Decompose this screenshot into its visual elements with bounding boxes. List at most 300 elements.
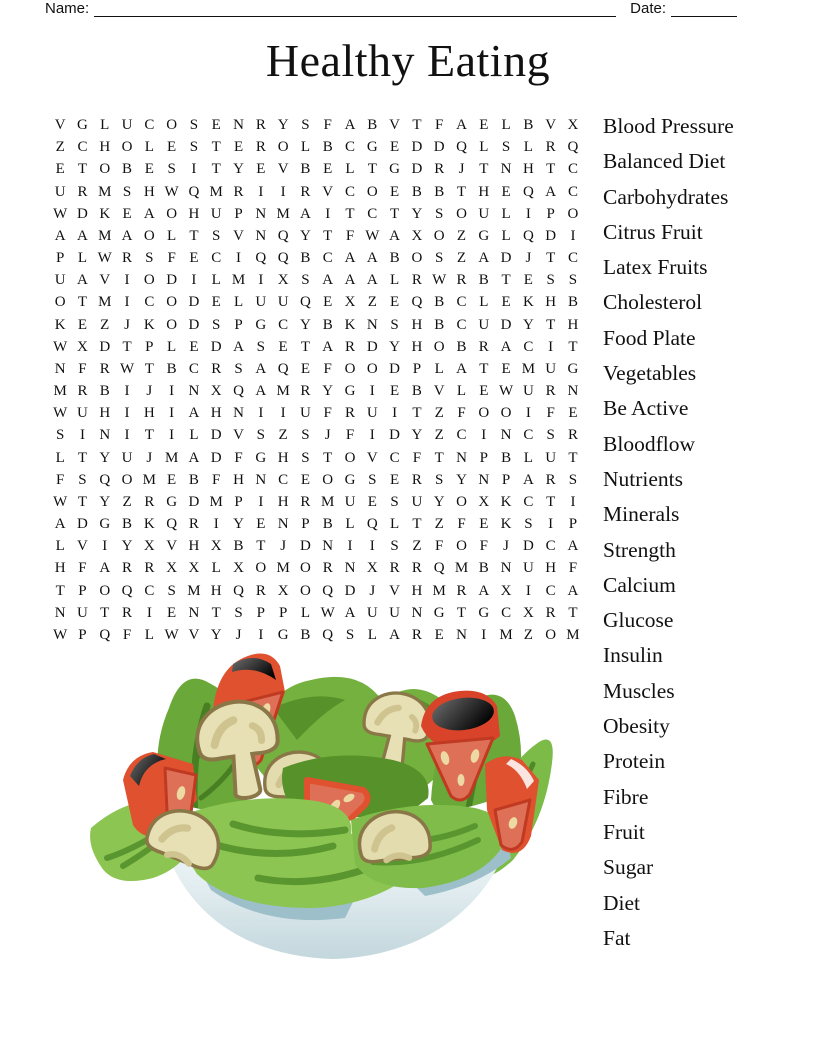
grid-letter: T xyxy=(189,227,199,244)
grid-letter: F xyxy=(345,427,355,444)
grid-letter: C xyxy=(144,582,155,599)
grid-letter: R xyxy=(122,560,133,577)
word-list-item: Carbohydrates xyxy=(603,184,729,209)
grid-letter: T xyxy=(501,272,511,289)
grid-letter: B xyxy=(99,383,110,400)
grid-row xyxy=(49,580,584,602)
grid-letter: V xyxy=(366,449,378,466)
grid-row xyxy=(49,114,584,136)
grid-letter: B xyxy=(567,294,578,311)
grid-row xyxy=(49,380,584,402)
grid-letter: E xyxy=(501,294,511,311)
grid-letter: M xyxy=(164,449,179,466)
grid-letter: A xyxy=(389,626,401,643)
grid-letter: I xyxy=(548,516,554,533)
grid-letter: B xyxy=(322,139,333,156)
grid-letter: I xyxy=(325,205,331,222)
grid-letter: H xyxy=(411,316,423,333)
grid-letter: R xyxy=(255,117,266,133)
grid-letter: I xyxy=(79,427,85,444)
grid-letter: E xyxy=(300,360,310,377)
grid-row xyxy=(49,469,584,491)
grid-letter: N xyxy=(456,449,467,466)
grid-letter: Y xyxy=(522,316,534,333)
grid-letter: X xyxy=(210,538,222,555)
grid-letter: I xyxy=(124,405,130,422)
grid-letter: T xyxy=(568,338,578,355)
grid-letter: A xyxy=(77,272,88,289)
grid-letter: R xyxy=(233,183,244,200)
grid-letter: C xyxy=(523,493,534,510)
grid-letter: R xyxy=(567,427,578,444)
grid-letter: S xyxy=(390,538,399,555)
grid-letter: A xyxy=(99,560,111,577)
grid-letter: F xyxy=(55,471,65,488)
grid-letter: X xyxy=(210,383,222,400)
grid-letter: V xyxy=(188,626,200,643)
grid-letter: B xyxy=(523,117,534,133)
grid-letter: W xyxy=(97,250,112,267)
grid-letter: B xyxy=(188,471,199,488)
grid-letter: T xyxy=(77,493,88,510)
grid-row xyxy=(49,158,584,180)
grid-letter: P xyxy=(234,205,243,222)
grid-letter: E xyxy=(501,360,511,377)
grid-letter: R xyxy=(411,471,422,488)
grid-letter: J xyxy=(324,427,331,444)
grid-letter: T xyxy=(77,294,88,311)
grid-letter: N xyxy=(233,117,244,133)
grid-letter: O xyxy=(456,205,467,222)
grid-letter: C xyxy=(188,360,199,377)
grid-letter: K xyxy=(500,516,512,533)
grid-letter: X xyxy=(143,538,155,555)
grid-letter: I xyxy=(169,405,175,422)
grid-letter: T xyxy=(412,405,422,422)
grid-letter: B xyxy=(434,294,445,311)
grid-letter: O xyxy=(344,449,356,466)
grid-letter: N xyxy=(255,471,267,488)
grid-letter: I xyxy=(481,427,487,444)
grid-letter: N xyxy=(500,560,512,577)
grid-letter: X xyxy=(166,560,178,577)
grid-letter: E xyxy=(278,338,288,355)
grid-letter: Q xyxy=(366,516,378,533)
grid-letter: S xyxy=(189,139,199,156)
grid-letter: M xyxy=(276,383,290,400)
grid-letter: U xyxy=(478,316,490,333)
grid-row xyxy=(49,247,584,269)
grid-letter: R xyxy=(255,139,266,156)
grid-letter: B xyxy=(367,117,378,133)
grid-letter: F xyxy=(479,538,488,555)
grid-letter: P xyxy=(501,471,511,488)
grid-letter: I xyxy=(169,427,175,444)
grid-letter: N xyxy=(456,626,467,643)
grid-letter: R xyxy=(122,250,133,267)
grid-letter: Q xyxy=(522,227,534,244)
grid-letter: F xyxy=(457,516,466,533)
grid-letter: T xyxy=(390,205,400,222)
grid-letter: Q xyxy=(255,250,267,267)
grid-letter: T xyxy=(479,161,489,178)
grid-letter: A xyxy=(77,227,88,244)
word-list-item: Fibre xyxy=(603,784,649,809)
grid-letter: G xyxy=(277,626,289,643)
grid-letter: C xyxy=(322,250,333,267)
grid-letter: T xyxy=(144,360,154,377)
grid-letter: F xyxy=(457,405,466,422)
grid-letter: E xyxy=(390,183,400,200)
grid-letter: O xyxy=(433,227,445,244)
grid-letter: Z xyxy=(434,427,444,444)
grid-letter: E xyxy=(390,139,400,156)
grid-letter: T xyxy=(546,250,556,267)
grid-letter: U xyxy=(255,294,267,311)
grid-letter: M xyxy=(53,383,67,400)
word-list-item: Fruit xyxy=(603,819,645,844)
word-list-item: Blood Pressure xyxy=(603,114,734,138)
grid-letter: S xyxy=(390,493,399,510)
grid-letter: N xyxy=(188,383,200,400)
grid-letter: D xyxy=(500,250,512,267)
grid-letter: T xyxy=(211,139,221,156)
grid-letter: X xyxy=(522,604,534,621)
grid-letter: C xyxy=(567,250,578,267)
grid-letter: H xyxy=(545,294,557,311)
grid-letter: N xyxy=(500,427,512,444)
grid-letter: E xyxy=(300,471,310,488)
grid-letter: A xyxy=(54,227,66,244)
grid-letter: M xyxy=(98,183,112,200)
grid-letter: W xyxy=(365,227,380,244)
word-search-grid xyxy=(49,114,584,646)
word-list-item: Citrus Fruit xyxy=(603,219,703,244)
grid-letter: I xyxy=(213,516,219,533)
grid-letter: I xyxy=(369,383,375,400)
grid-letter: C xyxy=(389,449,400,466)
grid-letter: R xyxy=(545,471,556,488)
grid-letter: W xyxy=(499,383,514,400)
grid-letter: P xyxy=(78,626,87,643)
grid-letter: X xyxy=(478,493,490,510)
grid-letter: L xyxy=(434,360,444,377)
grid-letter: R xyxy=(478,338,489,355)
grid-letter: I xyxy=(280,405,286,422)
grid-letter: R xyxy=(545,604,556,621)
word-list-item: Nutrients xyxy=(603,466,684,491)
grid-letter: O xyxy=(54,294,66,311)
grid-letter: E xyxy=(77,316,88,333)
grid-letter: A xyxy=(54,516,66,533)
grid-letter: C xyxy=(278,471,289,488)
grid-letter: L xyxy=(233,294,244,311)
grid-letter: L xyxy=(523,139,533,156)
date-label: Date: xyxy=(630,0,666,17)
grid-letter: L xyxy=(144,139,154,156)
grid-letter: F xyxy=(412,449,422,466)
grid-letter: B xyxy=(166,360,177,377)
grid-letter: Q xyxy=(277,227,289,244)
grid-row xyxy=(49,557,584,579)
grid-letter: T xyxy=(546,316,556,333)
grid-letter: S xyxy=(78,471,87,488)
grid-letter: E xyxy=(390,471,400,488)
grid-letter: A xyxy=(389,227,401,244)
grid-letter: A xyxy=(567,582,579,599)
grid-letter: T xyxy=(546,161,556,178)
grid-letter: M xyxy=(142,471,156,488)
grid-letter: H xyxy=(210,405,222,422)
grid-letter: D xyxy=(210,427,222,444)
grid-letter: S xyxy=(390,316,399,333)
grid-letter: V xyxy=(54,117,66,133)
grid-letter: I xyxy=(570,227,576,244)
grid-letter: E xyxy=(55,161,65,178)
grid-letter: L xyxy=(501,227,511,244)
grid-letter: X xyxy=(188,560,200,577)
grid-row xyxy=(49,402,584,424)
grid-letter: L xyxy=(523,449,533,466)
grid-letter: Z xyxy=(100,316,110,333)
grid-letter: W xyxy=(53,338,68,355)
grid-letter: N xyxy=(233,405,244,422)
grid-letter: O xyxy=(99,161,111,178)
grid-letter: I xyxy=(124,427,130,444)
grid-letter: L xyxy=(100,117,110,133)
grid-letter: Q xyxy=(456,139,467,156)
grid-letter: T xyxy=(568,604,578,621)
grid-letter: O xyxy=(299,560,311,577)
grid-letter: G xyxy=(255,449,267,466)
grid-letter: Q xyxy=(233,383,244,400)
grid-letter: V xyxy=(233,427,244,444)
grid-letter: N xyxy=(478,471,490,488)
grid-row xyxy=(49,203,584,225)
grid-letter: A xyxy=(143,205,155,222)
grid-letter: N xyxy=(411,604,423,621)
grid-letter: R xyxy=(411,560,422,577)
grid-letter: G xyxy=(389,161,401,178)
grid-letter: D xyxy=(411,139,423,156)
grid-letter: E xyxy=(189,250,199,267)
grid-letter: T xyxy=(77,449,88,466)
grid-letter: W xyxy=(164,626,179,643)
grid-letter: D xyxy=(411,161,423,178)
grid-letter: L xyxy=(501,205,511,222)
grid-letter: H xyxy=(54,560,66,577)
grid-row xyxy=(49,491,584,513)
grid-letter: S xyxy=(301,449,310,466)
grid-letter: E xyxy=(434,626,444,643)
grid-letter: Q xyxy=(277,250,289,267)
grid-letter: S xyxy=(435,250,444,267)
grid-letter: I xyxy=(124,294,130,311)
word-list-item: Muscles xyxy=(603,678,675,703)
grid-row xyxy=(49,358,584,380)
grid-letter: A xyxy=(344,604,356,621)
word-list xyxy=(603,109,734,956)
grid-letter: U xyxy=(299,405,311,422)
grid-letter: D xyxy=(299,538,311,555)
grid-letter: L xyxy=(390,272,400,289)
grid-letter: T xyxy=(323,227,333,244)
grid-letter: S xyxy=(234,360,243,377)
grid-letter: I xyxy=(525,405,531,422)
grid-row xyxy=(49,447,584,469)
grid-letter: H xyxy=(567,316,579,333)
grid-letter: Q xyxy=(166,516,178,533)
grid-letter: B xyxy=(411,383,422,400)
grid-letter: I xyxy=(347,538,353,555)
grid-letter: D xyxy=(210,338,222,355)
word-list-item: Protein xyxy=(603,749,666,774)
grid-letter: U xyxy=(54,272,66,289)
grid-letter: K xyxy=(500,493,512,510)
word-list-item: Bloodflow xyxy=(603,431,695,456)
grid-letter: D xyxy=(188,316,200,333)
grid-letter: J xyxy=(146,449,153,466)
grid-letter: B xyxy=(434,316,445,333)
grid-letter: Y xyxy=(389,338,401,355)
grid-letter: R xyxy=(545,139,556,156)
grid-letter: C xyxy=(77,139,88,156)
grid-letter: I xyxy=(548,338,554,355)
grid-letter: E xyxy=(189,338,199,355)
grid-letter: Y xyxy=(99,493,111,510)
grid-letter: R xyxy=(545,383,556,400)
grid-letter: Q xyxy=(233,582,244,599)
word-list-item: Obesity xyxy=(603,714,670,739)
grid-letter: R xyxy=(389,560,400,577)
grid-letter: B xyxy=(300,161,311,178)
grid-letter: M xyxy=(566,626,580,643)
grid-letter: Y xyxy=(299,316,311,333)
grid-letter: H xyxy=(233,471,244,488)
grid-row xyxy=(49,314,584,336)
grid-letter: V xyxy=(433,383,445,400)
grid-letter: I xyxy=(525,582,531,599)
grid-letter: G xyxy=(433,604,445,621)
grid-letter: G xyxy=(366,139,378,156)
grid-row xyxy=(49,181,584,203)
grid-letter: L xyxy=(479,294,489,311)
grid-letter: P xyxy=(301,516,310,533)
grid-letter: S xyxy=(212,227,221,244)
grid-letter: E xyxy=(479,516,489,533)
grid-letter: G xyxy=(344,383,356,400)
grid-letter: A xyxy=(344,272,356,289)
grid-letter: B xyxy=(456,338,467,355)
grid-letter: C xyxy=(567,183,578,200)
grid-letter: A xyxy=(233,338,244,355)
grid-letter: A xyxy=(121,227,133,244)
grid-letter: X xyxy=(500,582,512,599)
grid-letter: N xyxy=(366,316,378,333)
grid-letter: N xyxy=(54,604,66,621)
grid-letter: S xyxy=(568,471,578,488)
grid-letter: I xyxy=(124,383,130,400)
grid-letter: F xyxy=(568,560,578,577)
grid-letter: D xyxy=(166,272,178,289)
grid-letter: C xyxy=(545,538,556,555)
grid-letter: O xyxy=(99,582,111,599)
grid-letter: Q xyxy=(411,294,423,311)
word-list-item: Glucose xyxy=(603,608,674,633)
grid-letter: V xyxy=(233,227,244,244)
grid-letter: E xyxy=(523,272,533,289)
grid-letter: O xyxy=(567,205,579,222)
grid-letter: I xyxy=(392,405,398,422)
grid-letter: Y xyxy=(121,538,133,555)
word-list-item: Minerals xyxy=(603,502,680,527)
grid-letter: I xyxy=(258,493,264,510)
grid-letter: W xyxy=(53,493,68,510)
grid-letter: N xyxy=(500,161,512,178)
grid-letter: B xyxy=(434,183,445,200)
grid-letter: E xyxy=(479,383,489,400)
grid-letter: G xyxy=(344,471,356,488)
grid-letter: M xyxy=(209,493,223,510)
grid-letter: R xyxy=(411,272,422,289)
grid-letter: I xyxy=(169,383,175,400)
grid-letter: T xyxy=(77,161,88,178)
grid-letter: U xyxy=(121,449,133,466)
grid-letter: S xyxy=(435,471,444,488)
grid-letter: L xyxy=(189,427,199,444)
grid-letter: R xyxy=(144,493,155,510)
grid-letter: C xyxy=(345,139,356,156)
grid-letter: I xyxy=(258,272,264,289)
grid-letter: D xyxy=(522,538,534,555)
grid-letter: A xyxy=(322,272,334,289)
grid-letter: T xyxy=(456,604,467,621)
grid-letter: D xyxy=(77,205,88,222)
grid-letter: I xyxy=(258,626,264,643)
grid-letter: R xyxy=(255,582,266,599)
grid-letter: Z xyxy=(55,139,65,156)
grid-letter: A xyxy=(456,360,467,377)
grid-letter: W xyxy=(53,626,68,643)
grid-letter: I xyxy=(191,272,197,289)
grid-letter: L xyxy=(456,383,467,400)
grid-letter: A xyxy=(188,405,200,422)
grid-letter: B xyxy=(300,250,311,267)
grid-letter: S xyxy=(501,139,511,156)
grid-letter: L xyxy=(167,338,177,355)
grid-row xyxy=(49,624,584,646)
grid-letter: I xyxy=(236,250,242,267)
grid-letter: T xyxy=(122,338,132,355)
grid-letter: Y xyxy=(411,427,423,444)
grid-letter: C xyxy=(523,427,534,444)
grid-letter: T xyxy=(434,449,444,466)
grid-letter: O xyxy=(545,626,557,643)
grid-letter: T xyxy=(256,538,266,555)
grid-letter: I xyxy=(258,405,264,422)
grid-letter: C xyxy=(456,427,467,444)
grid-letter: Q xyxy=(322,582,334,599)
grid-letter: L xyxy=(144,626,154,643)
grid-letter: Q xyxy=(322,626,334,643)
grid-letter: B xyxy=(478,560,489,577)
grid-letter: U xyxy=(54,183,66,200)
grid-letter: O xyxy=(255,560,267,577)
grid-letter: T xyxy=(412,516,422,533)
grid-letter: T xyxy=(479,360,489,377)
word-list-item: Strength xyxy=(603,537,676,562)
grid-letter: V xyxy=(322,183,334,200)
